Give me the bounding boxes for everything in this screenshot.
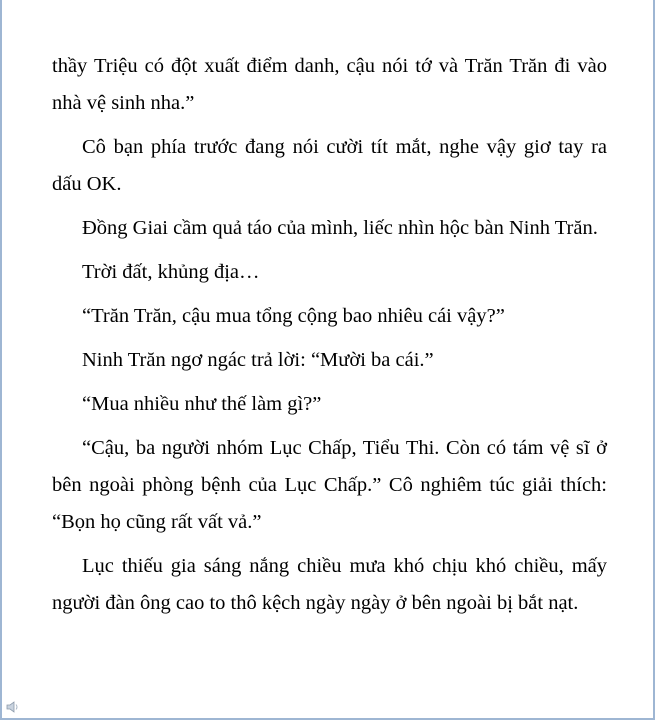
- document-page: [2, 0, 653, 718]
- paragraph-1: thầy Triệu có đột xuất điểm danh, cậu nói tớ và Trăn Trăn đi vào nhà vệ sinh nha.”: [52, 55, 607, 114]
- paragraph-8: “Cậu, ba người nhóm Lục Chấp, Tiểu Thi. Còn có tám vệ sĩ ở bên ngoài phòng bệnh của Lục Chấp.” Cô nghiêm túc giải thích: “Bọn họ cũng rất vất vả.”: [52, 437, 607, 533]
- paragraph-6: Ninh Trăn ngơ ngác trả lời: “Mười ba cái.”: [82, 349, 434, 371]
- speaker-icon: [6, 701, 20, 713]
- paragraph-7: “Mua nhiều như thế làm gì?”: [82, 393, 322, 415]
- paragraph-4: Trời đất, khủng địa…: [82, 261, 260, 283]
- paragraph-5: “Trăn Trăn, cậu mua tổng cộng bao nhiêu cái vậy?”: [82, 305, 505, 327]
- paragraph-2: Cô bạn phía trước đang nói cười tít mắt, nghe vậy giơ tay ra dấu OK.: [52, 136, 607, 195]
- paragraph-3: Đồng Giai cầm quả táo của mình, liếc nhìn hộc bàn Ninh Trăn.: [82, 217, 598, 239]
- paragraph-9: Lục thiếu gia sáng nắng chiều mưa khó chịu khó chiều, mấy người đàn ông cao to thô kệch ngày ngày ở bên ngoài bị bắt nạt.: [52, 555, 607, 614]
